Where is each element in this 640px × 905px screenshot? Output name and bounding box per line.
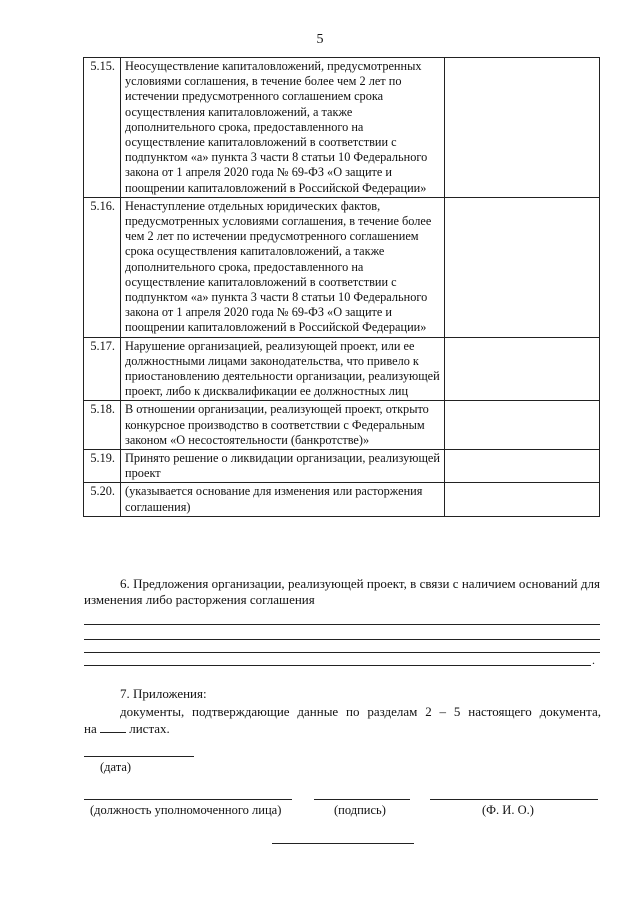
row-number: 5.15. xyxy=(84,58,121,198)
grounds-table xyxy=(83,57,600,517)
proposal-line-3[interactable] xyxy=(84,652,600,653)
position-label: (должность уполномоченного лица) xyxy=(90,803,282,817)
row-description: Неосуществление капиталовложений, предусмотренных условиями соглашения, в течение более чем 2 лет по истечении предусмотренного соглашением срока осуществления капиталовложений, а также дополнительного срока, предоставленного на осуществление капиталовложений в соответствии с подпунктом «а» пункта 3 части 8 статьи 10 Федерального закона от 1 апреля 2020 года № 69-ФЗ «О защите и поощрении капиталовложений в Российской Федерации» xyxy=(120,58,444,198)
full-name-label: (Ф. И. О.) xyxy=(482,803,534,817)
row-description: Нарушение организацией, реализующей проект, или ее должностными лицами законодательства, что привело к приостановлению деятельности организации, реализующей проект, либо к дисквалификации ее должностных лиц xyxy=(120,337,444,401)
row-answer-cell xyxy=(445,450,600,483)
date-line[interactable] xyxy=(84,756,194,757)
sheets-suffix: листах. xyxy=(129,721,170,736)
section-7-sheets xyxy=(84,720,600,737)
row-answer-cell xyxy=(445,483,600,516)
row-answer-cell xyxy=(445,58,600,198)
table-row xyxy=(84,401,600,450)
row-description: В отношении организации, реализующей проект, открыто конкурсное производство в соответствии с Федеральным законом «О несостоятельности (банкротстве)» xyxy=(120,401,444,450)
proposal-end-mark: . xyxy=(592,653,595,667)
row-number: 5.18. xyxy=(84,401,121,450)
section-6-text: 6. Предложения организации, реализующей проект, в связи с наличием оснований для изменения либо расторжения соглашения xyxy=(84,576,600,607)
row-number: 5.20. xyxy=(84,483,121,516)
row-number: 5.19. xyxy=(84,450,121,483)
full-name-line[interactable] xyxy=(430,799,598,800)
row-answer-cell xyxy=(445,197,600,337)
table-row xyxy=(84,450,600,483)
row-number: 5.17. xyxy=(84,337,121,401)
table-row xyxy=(84,58,600,198)
page-number: 5 xyxy=(316,32,324,47)
row-description: Принято решение о ликвидации организации, реализующей проект xyxy=(120,450,444,483)
row-number: 5.16. xyxy=(84,197,121,337)
closing-rule xyxy=(272,843,414,844)
row-answer-cell xyxy=(445,337,600,401)
section-7-line: документы, подтверждающие данные по разделам 2 – 5 настоящего документа, xyxy=(120,704,601,719)
proposal-line-1[interactable] xyxy=(84,624,600,625)
position-line[interactable] xyxy=(84,799,292,800)
sheets-count-field[interactable] xyxy=(100,720,126,733)
row-answer-cell xyxy=(445,401,600,450)
row-description: Ненаступление отдельных юридических фактов, предусмотренных условиями соглашения, в течение более чем 2 лет по истечении предусмотренного соглашением срока осуществления капиталовложений, а также дополнительного срока, предоставленного на осуществление капиталовложений в соответствии с подпунктом «а» пункта 3 части 8 статьи 10 Федерального закона от 1 апреля 2020 года № 69-ФЗ «О защите и поощрении капиталовложений в Российской Федерации» xyxy=(120,197,444,337)
proposal-line-2[interactable] xyxy=(84,639,600,640)
table-row xyxy=(84,197,600,337)
table-row xyxy=(84,337,600,401)
table-row xyxy=(84,483,600,516)
row-description: (указывается основание для изменения или расторжения соглашения) xyxy=(120,483,444,516)
signature-line[interactable] xyxy=(314,799,410,800)
date-label: (дата) xyxy=(100,760,132,774)
signature-label: (подпись) xyxy=(334,803,386,817)
section-7-title: 7. Приложения: xyxy=(120,686,207,701)
sheets-prefix: на xyxy=(84,721,97,736)
proposal-line-4[interactable] xyxy=(84,665,591,666)
